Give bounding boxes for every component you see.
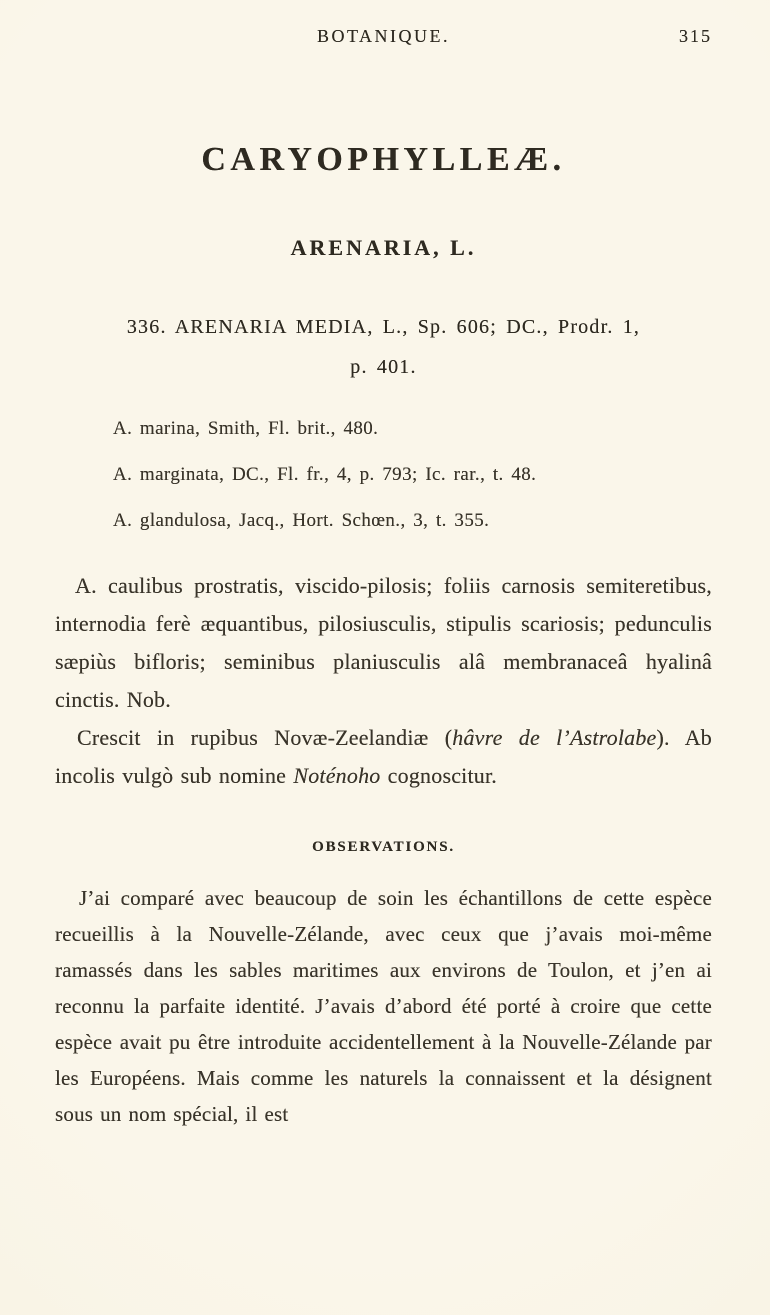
synonym-item: A. marginata, DC., Fl. fr., 4, p. 793; Ic. rar., t. 48. [113,464,537,485]
latin-description: A. caulibus prostratis, viscido-pilosis; foliis carnosis semiteretibus, internodia ferè æquantibus, pilosiusculis, stipulis scariosis; pedunculis sæpiùs bifloris; seminibus planiusculis alâ membranaceâ hyalinâ cinctis. Nob. [55,573,712,712]
synonym-item: A. glandulosa, Jacq., Hort. Schœn., 3, t. 355. [113,510,490,531]
observations-paragraph: J’ai comparé avec beaucoup de soin les échantillons de cette espèce recueillis à la Nouvelle-Zélande, avec ceux que j’avais moi-même ramassés dans les sables maritimes aux environs de Toulon, et j’en ai reconnu la parfaite identité. J’avais d’abord été porté à croire que cette espèce avait pu être introduite accidentellement à la Nouvelle-Zélande par les Européens. Mais comme les naturels la connaissent et la désignent sous un nom spécial, il est [55,886,712,1126]
species-heading [55,307,712,387]
synonym-item: A. marina, Smith, Fl. brit., 480. [113,418,379,439]
running-title: BOTANIQUE. [316,26,451,46]
observations-heading: OBSERVATIONS. [312,839,455,855]
genus-title: ARENARIA, L. [290,235,477,260]
species-heading-line1: 336. ARENARIA MEDIA, L., Sp. 606; DC., Prodr. 1, [126,316,641,338]
habitat-note: Crescit in rupibus Novæ-Zeelandiæ (hâvre de l’Astrolabe). Ab incolis vulgò sub nomine Noténoho cognoscitur. [55,725,712,788]
running-head [55,26,712,47]
family-title: CARYOPHYLLEÆ. [201,141,566,178]
species-heading-line2: p. 401. [350,356,417,378]
synonym-list [55,417,712,533]
page-number: 315 [679,26,712,46]
